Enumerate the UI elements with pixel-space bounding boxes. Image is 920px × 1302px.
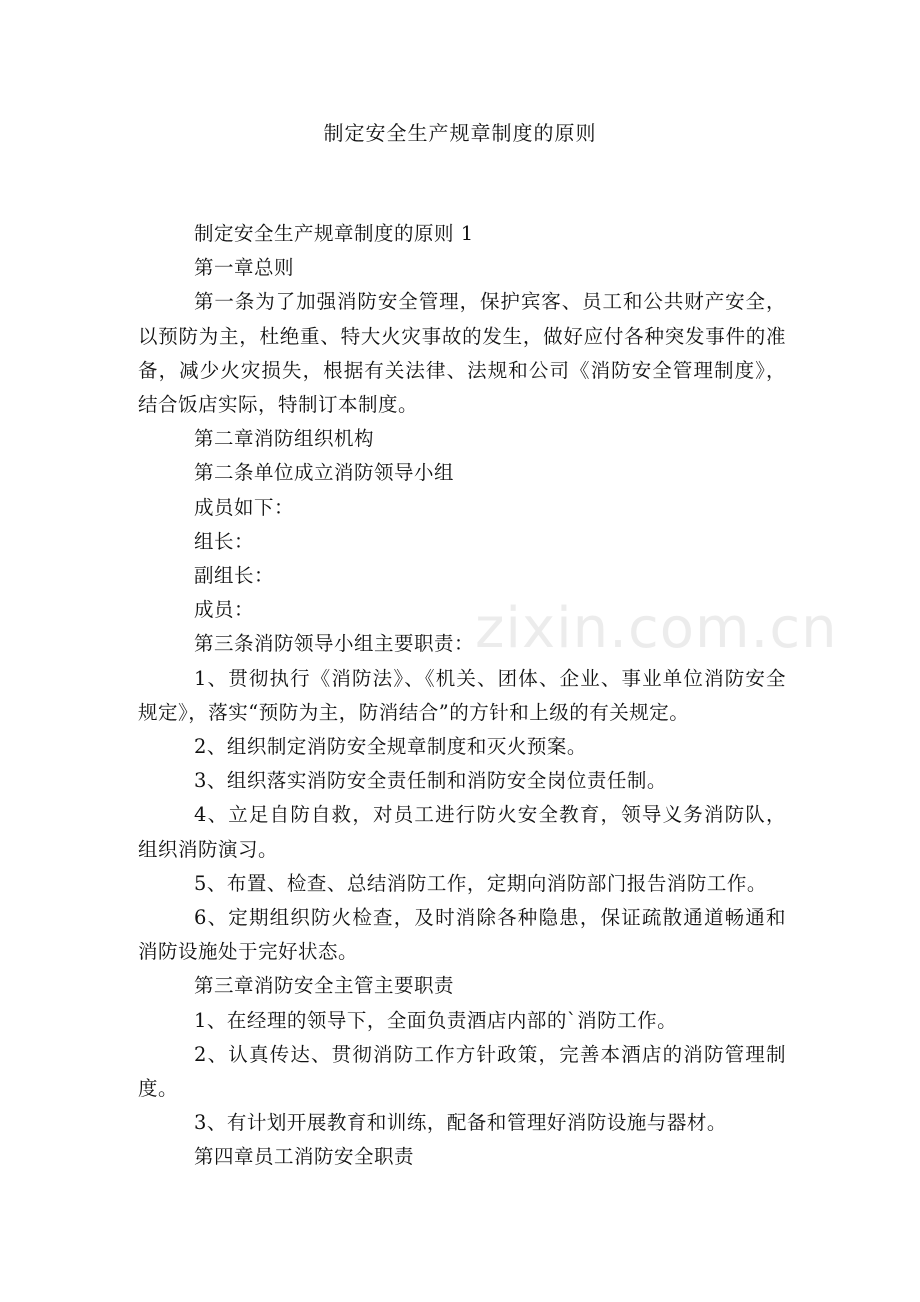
list-item: 3、有计划开展教育和训练，配备和管理好消防设施与器材。	[194, 1111, 727, 1135]
paragraph: 组长：	[194, 529, 255, 553]
paragraph: 成员：	[194, 598, 255, 622]
list-item: 3、组织落实消防安全责任制和消防安全岗位责任制。	[194, 769, 667, 793]
watermark: zixin.com.cn	[475, 596, 838, 661]
chapter-heading: 第二章消防组织机构	[194, 427, 375, 451]
list-item: 2、组织制定消防安全规章制度和灭火预案。	[194, 735, 587, 759]
list-item: 6、定期组织防火检查，及时消除各种隐患，保证疏散通道畅通和消防设施处于完好状态。	[138, 906, 786, 964]
list-item: 1、贯彻执行《消防法》、《机关、团体、企业、事业单位消防安全规定》，落实“预防为主，防消结合”的方针和上级的有关规定。	[138, 666, 786, 724]
chapter-heading: 第三章消防安全主管主要职责	[194, 974, 455, 998]
paragraph: 第二条单位成立消防领导小组	[194, 461, 455, 485]
list-item: 4、立足自防自救，对员工进行防火安全教育，领导义务消防队，组织消防演习。	[138, 803, 786, 861]
document-title: 制定安全生产规章制度的原则	[323, 121, 597, 145]
paragraph: 第三条消防领导小组主要职责：	[194, 632, 475, 656]
paragraph: 副组长：	[194, 564, 275, 588]
chapter-heading: 第一章总则	[194, 256, 295, 280]
list-item: 5、布置、检查、总结消防工作，定期向消防部门报告消防工作。	[194, 871, 767, 895]
paragraph: 成员如下：	[194, 495, 295, 519]
list-item: 2、认真传达、贯彻消防工作方针政策，完善本酒店的消防管理制度。	[138, 1042, 786, 1101]
chapter-heading: 第四章员工消防安全职责	[194, 1145, 415, 1169]
document-body	[138, 217, 786, 1175]
list-item: 1、在经理的领导下，全面负责酒店内部的`消防工作。	[194, 1008, 678, 1032]
paragraph: 第一条为了加强消防安全管理，保护宾客、员工和公共财产安全，以预防为主，杜绝重、特大火灾事故的发生，做好应付各种突发事件的准备，减少火灾损失，根据有关法律、法规和公司《消防安全管理制度》，结合饭店实际，特制订本制度。	[138, 290, 786, 417]
paragraph: 制定安全生产规章制度的原则 1	[194, 222, 474, 245]
